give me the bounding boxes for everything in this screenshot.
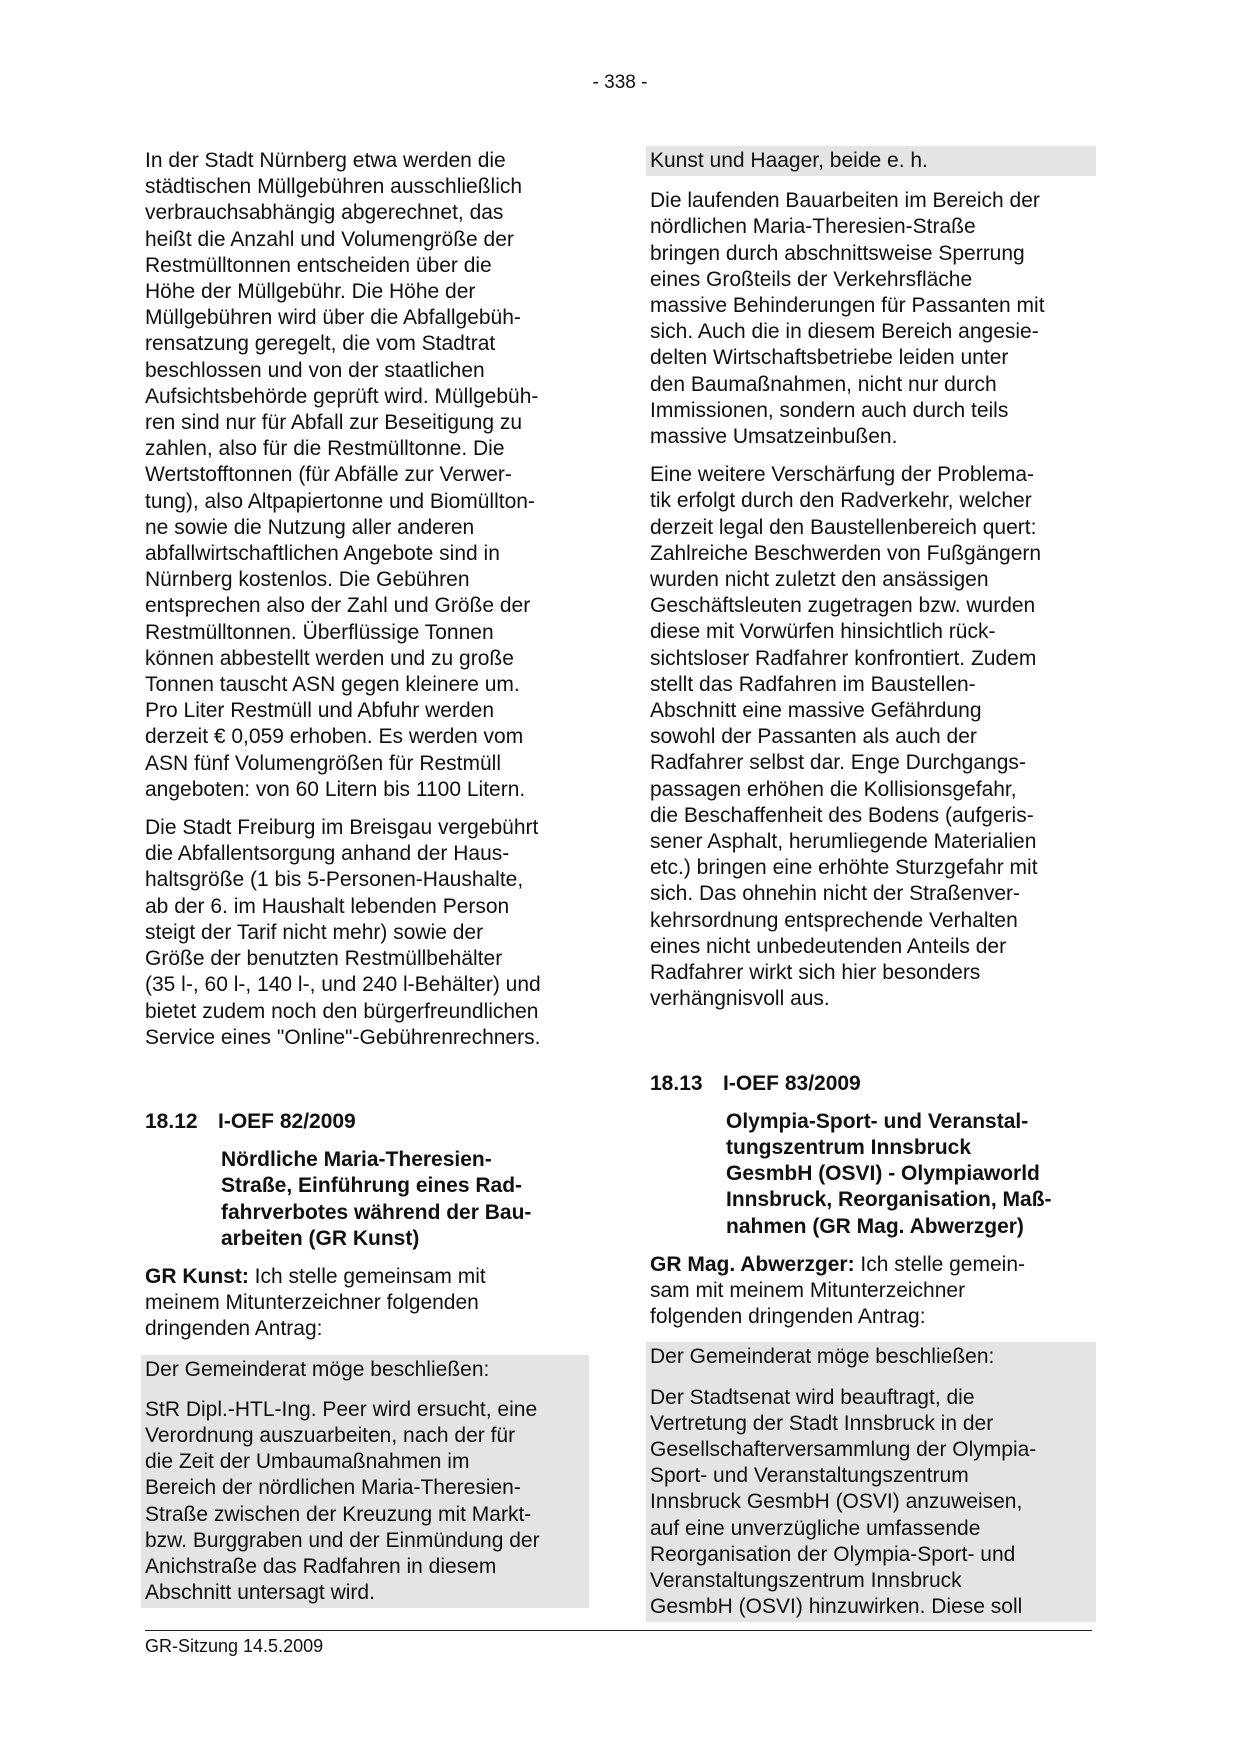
- text-line: Nürnberg kostenlos. Die Gebühren: [145, 568, 470, 592]
- left-paragraph-freiburg: [145, 815, 585, 1051]
- text-line: delten Wirtschaftsbetriebe leiden unter: [650, 346, 1009, 370]
- text-line: Immissionen, sondern auch durch teils: [650, 398, 1009, 422]
- text-line: angeboten: von 60 Litern bis 1100 Litern.: [145, 777, 526, 801]
- text-line: städtischen Müllgebühren ausschließlich: [145, 175, 523, 199]
- intro-line: meinem Mitunterzeichner folgenden: [145, 1291, 479, 1315]
- text-line: Geschäftsleuten zugetragen bzw. wurden: [650, 594, 1036, 618]
- motion-intro: [650, 1252, 1092, 1331]
- section-heading-18-12: [145, 1109, 585, 1135]
- speaker-name: GR Kunst:: [145, 1264, 249, 1288]
- motion-text: [141, 1395, 589, 1609]
- section-subject: [221, 1147, 585, 1252]
- text-line: rensatzung geregelt, die vom Stadtrat: [145, 332, 496, 356]
- text-line: die Zeit der Umbaumaßnahmen im: [145, 1450, 470, 1474]
- speaker-name: GR Mag. Abwerzger:: [650, 1252, 855, 1276]
- motion-label: Der Gemeinderat möge beschließen:: [646, 1342, 1096, 1372]
- text-line: In der Stadt Nürnberg etwa werden die: [145, 149, 506, 172]
- text-line: passagen erhöhen die Kollisionsgefahr,: [650, 777, 1017, 801]
- shaded-spacer: [141, 1385, 589, 1395]
- text-line: Restmülltonnen. Überflüssige Tonnen: [145, 620, 494, 644]
- text-line: Innsbruck GesmbH (OSVI) anzuweisen,: [650, 1490, 1023, 1514]
- text-line: Bereich der nördlichen Maria-Theresien-: [145, 1476, 521, 1500]
- section-id: I-OEF 83/2009: [723, 1071, 861, 1095]
- text-line: Nördliche Maria-Theresien-: [221, 1148, 492, 1172]
- text-line: wurden nicht zuletzt den ansässigen: [650, 568, 989, 592]
- footer-rule: [145, 1630, 1092, 1631]
- text-line: massive Behinderungen für Passanten mit: [650, 294, 1045, 318]
- text-line: diese mit Vorwürfen hinsichtlich rück-: [650, 620, 996, 644]
- footer-text: GR-Sitzung 14.5.2009: [145, 1636, 324, 1656]
- section-heading-18-13: [650, 1071, 1092, 1097]
- text-line: sener Asphalt, herumliegende Materialien: [650, 830, 1037, 854]
- text-line: Wertstofftonnen (für Abfälle zur Verwer-: [145, 463, 512, 487]
- text-line: etc.) bringen eine erhöhte Sturzgefahr mit: [650, 856, 1038, 880]
- text-line: Gesellschafterversammlung der Olympia-: [650, 1437, 1037, 1461]
- text-line: nördlichen Maria-Theresien-Straße: [650, 215, 976, 239]
- text-line: fahrverbotes während der Bau-: [221, 1200, 532, 1224]
- text-line: Anichstraße das Radfahren in diesem: [145, 1554, 497, 1578]
- text-line: Tonnen tauscht ASN gegen kleinere um.: [145, 673, 520, 697]
- text-line: auf eine unverzügliche umfassende: [650, 1516, 981, 1540]
- text-line: sowohl der Passanten als auch der: [650, 725, 977, 749]
- text-line: ren sind nur für Abfall zur Beseitigung zu: [145, 411, 523, 435]
- text-line: kehrsordnung entsprechende Verhalten: [650, 908, 1018, 932]
- text-line: den Baumaßnahmen, nicht nur durch: [650, 372, 997, 396]
- text-line: Radfahrer selbst dar. Enge Durchgangs-: [650, 751, 1026, 775]
- text-line: eines Großteils der Verkehrsfläche: [650, 267, 973, 291]
- text-line: GesmbH (OSVI) - Olympiaworld: [726, 1162, 1040, 1186]
- text-line: Radfahrer wirkt sich hier besonders: [650, 961, 981, 985]
- text-line: Reorganisation der Olympia-Sport- und: [650, 1542, 1016, 1566]
- left-column: [145, 148, 585, 1608]
- text-line: ASN fünf Volumengrößen für Restmüll: [145, 751, 501, 775]
- section-subject: [726, 1109, 1092, 1240]
- text-line: Der Stadtsenat wird beauftragt, die: [650, 1385, 975, 1409]
- text-line: entsprechen also der Zahl und Größe der: [145, 594, 531, 618]
- intro-first-line: Ich stelle gemeinsam mit: [254, 1264, 486, 1288]
- text-line: zahlen, also für die Restmülltonne. Die: [145, 437, 505, 461]
- page-number: - 338 -: [592, 72, 648, 93]
- text-line: nahmen (GR Mag. Abwerzger): [726, 1214, 1024, 1238]
- text-line: Straße zwischen der Kreuzung mit Markt-: [145, 1502, 532, 1526]
- text-line: ab der 6. im Haushalt lebenden Person: [145, 894, 510, 918]
- text-line: massive Umsatzeinbußen.: [650, 425, 898, 449]
- text-line: eines nicht unbedeutenden Anteils der: [650, 934, 1007, 958]
- text-line: Höhe der Müllgebühr. Die Höhe der: [145, 280, 476, 304]
- intro-first-line: Ich stelle gemein-: [860, 1252, 1025, 1276]
- text-line: tung), also Altpapiertonne und Biomüllton-: [145, 489, 535, 513]
- text-line: (35 l-, 60 l-, 140 l-, und 240 l-Behälter) und: [145, 973, 541, 997]
- text-line: verbrauchsabhängig abgerechnet, das: [145, 201, 504, 225]
- text-line: heißt die Anzahl und Volumengröße der: [145, 227, 514, 251]
- text-line: sich. Das ohnehin nicht der Straßenver-: [650, 882, 1021, 906]
- text-line: können abbestellt werden und zu große: [145, 646, 514, 670]
- text-line: Restmülltonnen entscheiden über die: [145, 253, 492, 277]
- text-line: sich. Auch die in diesem Bereich angesie-: [650, 320, 1039, 344]
- text-line: die Abfallentsorgung anhand der Haus-: [145, 842, 510, 866]
- text-line: Verordnung auszuarbeiten, nach der für: [145, 1423, 516, 1447]
- text-line: Olympia-Sport- und Veranstal-: [726, 1109, 1029, 1133]
- motion-intro: [145, 1264, 585, 1343]
- text-line: bietet zudem noch den bürgerfreundlichen: [145, 999, 539, 1023]
- text-line: Vertretung der Stadt Innsbruck in der: [650, 1411, 994, 1435]
- text-line: Die Stadt Freiburg im Breisgau vergebührt: [145, 816, 539, 840]
- text-line: StR Dipl.-HTL-Ing. Peer wird ersucht, eine: [145, 1397, 538, 1421]
- text-line: GesmbH (OSVI) hinzuwirken. Diese soll: [650, 1595, 1023, 1619]
- section-number: 18.13: [650, 1071, 703, 1095]
- text-line: Zahlreiche Beschwerden von Fußgängern: [650, 541, 1042, 565]
- text-line: beschlossen und von der staatlichen: [145, 358, 485, 382]
- text-line: Die laufenden Bauarbeiten im Bereich der: [650, 189, 1040, 213]
- text-line: sichtsloser Radfahrer konfrontiert. Zudem: [650, 646, 1037, 670]
- text-line: haltsgröße (1 bis 5-Personen-Haushalte,: [145, 868, 524, 892]
- text-line: Abschnitt untersagt wird.: [145, 1581, 375, 1605]
- text-line: Eine weitere Verschärfung der Problema-: [650, 463, 1035, 487]
- text-line: bzw. Burggraben und der Einmündung der: [145, 1528, 540, 1552]
- text-line: Müllgebühren wird über die Abfallgebüh-: [145, 306, 521, 330]
- text-line: derzeit € 0,059 erhoben. Es werden vom: [145, 725, 524, 749]
- left-paragraph-nuernberg: [145, 148, 585, 803]
- text-line: steigt der Tarif nicht mehr) sowie der: [145, 920, 484, 944]
- intro-line: dringenden Antrag:: [145, 1317, 323, 1341]
- text-line: Straße, Einführung eines Rad-: [221, 1174, 523, 1198]
- text-line: Pro Liter Restmüll und Abfuhr werden: [145, 699, 495, 723]
- right-paragraph-construction: [650, 188, 1092, 450]
- text-line: arbeiten (GR Kunst): [221, 1226, 420, 1250]
- text-line: Sport- und Veranstaltungszentrum: [650, 1464, 969, 1488]
- text-line: Service eines "Online"-Gebührenrechners.: [145, 1025, 541, 1049]
- section-number: 18.12: [145, 1109, 198, 1133]
- text-line: Innsbruck, Reorganisation, Maß-: [726, 1188, 1052, 1212]
- signers-line: Kunst und Haager, beide e. h.: [646, 146, 1096, 176]
- text-line: die Beschaffenheit des Bodens (aufgeris-: [650, 803, 1034, 827]
- text-line: tungszentrum Innsbruck: [726, 1135, 972, 1159]
- text-line: Größe der benutzten Restmüllbehälter: [145, 947, 503, 971]
- text-line: derzeit legal den Baustellenbereich quert:: [650, 515, 1037, 539]
- section-id: I-OEF 82/2009: [218, 1109, 356, 1133]
- text-line: ne sowie die Nutzung aller anderen: [145, 515, 475, 539]
- text-line: verhängnisvoll aus.: [650, 987, 830, 1011]
- shaded-spacer: [646, 1373, 1096, 1383]
- text-line: Abschnitt eine massive Gefährdung: [650, 699, 982, 723]
- motion-text: [646, 1383, 1096, 1623]
- text-line: stellt das Radfahren im Baustellen-: [650, 672, 976, 696]
- intro-line: sam mit meinem Mitunterzeichner: [650, 1278, 966, 1302]
- motion-label: Der Gemeinderat möge beschließen:: [141, 1355, 589, 1385]
- intro-line: folgenden dringenden Antrag:: [650, 1305, 926, 1329]
- text-line: abfallwirtschaftlichen Angebote sind in: [145, 542, 500, 566]
- text-line: tik erfolgt durch den Radverkehr, welcher: [650, 489, 1032, 513]
- right-column: [650, 148, 1092, 1622]
- right-paragraph-cyclists: [650, 462, 1092, 1012]
- text-line: bringen durch abschnittsweise Sperrung: [650, 241, 1025, 265]
- text-line: Aufsichtsbehörde geprüft wird. Müllgebüh-: [145, 384, 539, 408]
- text-line: Veranstaltungszentrum Innsbruck: [650, 1568, 962, 1592]
